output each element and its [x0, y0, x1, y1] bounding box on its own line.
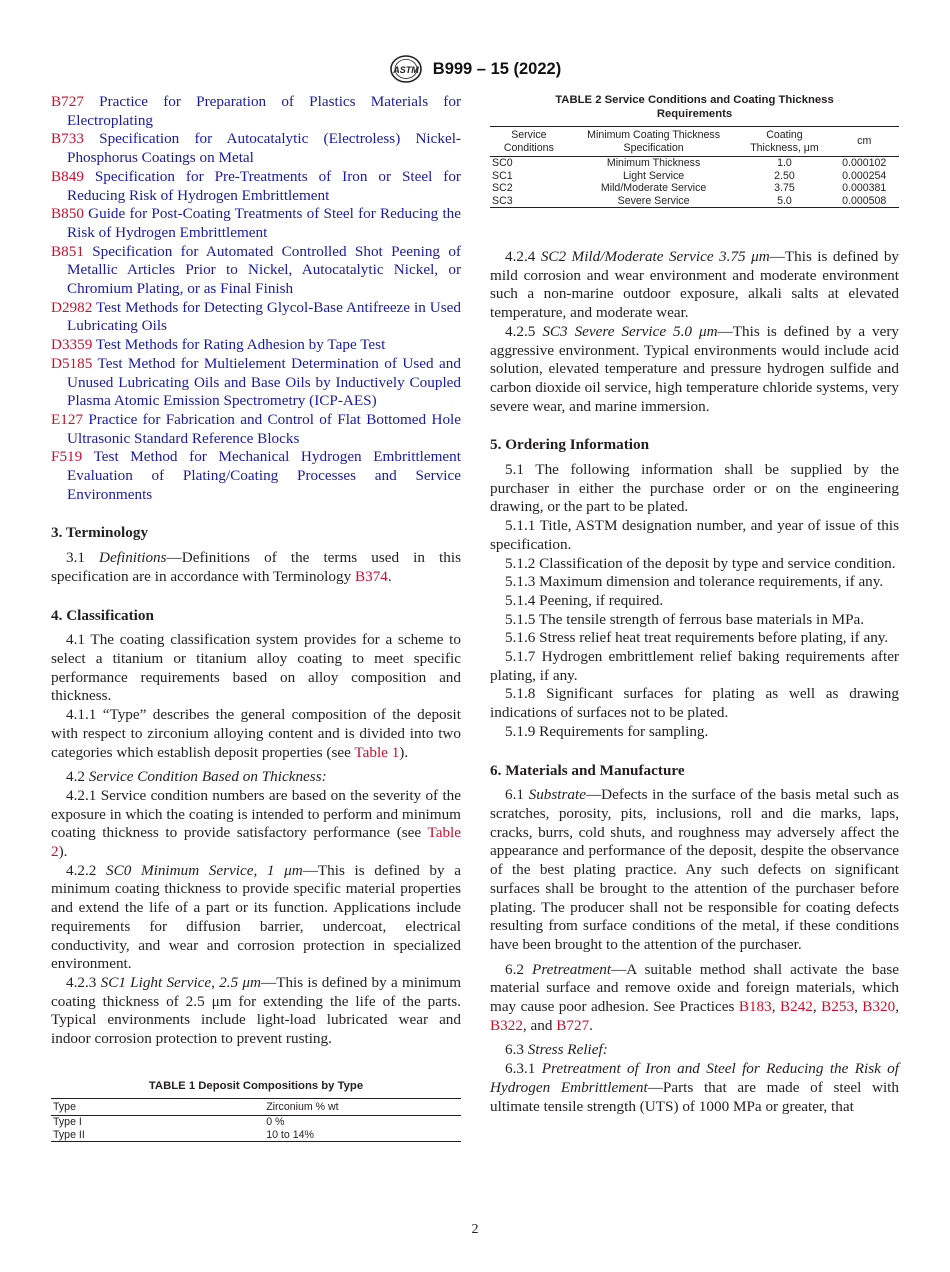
page-number: 2 — [471, 1222, 479, 1237]
reference-code[interactable]: B849 — [51, 167, 84, 185]
paragraph-4-1: 4.1 The coating classification system provides for a scheme to select a titanium or titanium alloy coating to meet specific performance requirements based on alloy composition and thickness. — [51, 631, 461, 705]
ordering-item: 5.1.5 The tensile strength of ferrous base materials in MPa. — [505, 610, 865, 628]
section-6-heading: 6. Materials and Manufacture — [490, 761, 685, 779]
reference-title[interactable]: Test Methods for Rating Adhesion by Tape Test — [95, 336, 386, 354]
reference-title[interactable]: Specification for Pre-Treatments of Iron or Steel for Reducing Risk of Hydrogen Embrittlement — [67, 167, 461, 204]
reference-item[interactable] — [51, 130, 461, 167]
ordering-item: 5.1.6 Stress relief heat treat requirements before plating, if any. — [505, 629, 889, 647]
ordering-item: 5.1.1 Title, ASTM designation number, and year of issue of this specification. — [490, 517, 899, 553]
ordering-item: 5.1.7 Hydrogen embrittlement relief baking requirements after plating, if any. — [490, 648, 899, 684]
table-row: Type II 10 to 14% — [51, 1129, 461, 1142]
reference-item[interactable] — [51, 168, 461, 205]
link-table-1[interactable]: Table 1 — [354, 743, 400, 761]
paragraph-3-1: 3.1 Definitions—Definitions of the terms used in this specification are in accordance with Terminology B374. — [51, 549, 461, 585]
ordering-item: 5.1.2 Classification of the deposit by type and service condition. — [505, 554, 896, 572]
ordering-item: 5.1.4 Peening, if required. — [505, 591, 664, 609]
table-row: SC3 Severe Service 5.0 0.000508 — [490, 195, 899, 208]
reference-item[interactable] — [51, 411, 461, 448]
table-2-header: Service Conditions — [503, 129, 554, 154]
table-1-header: Zirconium % wt — [266, 1100, 339, 1113]
reference-title[interactable]: Guide for Post-Coating Treatments of Steel for Reducing the Risk of Hydrogen Embrittlement — [67, 205, 462, 241]
link-b242[interactable]: B242 — [779, 998, 813, 1016]
ordering-information-list — [490, 461, 899, 742]
reference-code[interactable]: B850 — [51, 205, 84, 223]
reference-title[interactable]: Practice for Fabrication and Control of Flat Bottomed Hole Ultrasonic Standard Reference Blocks — [67, 410, 462, 447]
right-column — [490, 93, 899, 1116]
paragraph-4-2-2: 4.2.2 SC0 Minimum Service, 1 μm—This is defined by a minimum coating thickness to provide specific material properties and extend the life of a part or its function. Applications include requirements for diffusion barrier, undercoat, electrical conductivity, and wear and corrosion protection in specialized environment. — [51, 861, 461, 973]
svg-text:ASTM: ASTM — [393, 65, 419, 75]
link-b253[interactable]: B253 — [821, 998, 855, 1016]
section-4-heading: 4. Classification — [51, 606, 154, 624]
referenced-documents-list — [51, 93, 461, 504]
link-b322[interactable]: B322 — [490, 1016, 523, 1034]
paragraph-6-1: 6.1 Substrate—Defects in the surface of the basis metal such as scratches, porosity, pits, inclusions, roll and die marks, laps, cracks, burrs, cold shuts, and roughness may adversely affect the appearance and performance of the deposit, despite the observance of the best plating practice. Any such defects on significant surfaces shall be brought to the attention of the purchaser before plating. The producer shall not be responsible for coating defects resulting from surface conditions of the metal, if these conditions have been brought to the attention of the purchaser. — [490, 786, 899, 953]
reference-item[interactable] — [51, 243, 461, 299]
reference-item[interactable] — [51, 448, 461, 504]
paragraph-4-2-1: 4.2.1 Service condition numbers are based on the severity of the exposure in which the coating is intended to perform and minimum coating thickness to provide satisfactory performance (see Table 2). — [51, 786, 461, 861]
paragraph-6-3: 6.3 Stress Relief: — [505, 1041, 608, 1059]
reference-item[interactable] — [51, 93, 461, 130]
table-2 — [490, 126, 899, 208]
reference-code[interactable]: B733 — [51, 130, 84, 148]
section-5-heading: 5. Ordering Information — [490, 436, 650, 454]
link-b727[interactable]: B727 — [556, 1016, 590, 1034]
link-table-2[interactable]: Table 2 — [51, 824, 461, 861]
reference-title[interactable]: Test Methods for Detecting Glycol-Base Antifreeze in Used Lubricating Oils — [67, 298, 461, 335]
ordering-item: 5.1.3 Maximum dimension and tolerance requirements, if any. — [505, 573, 884, 591]
table-2-title: TABLE 2 Service Conditions and Coating Thickness Requirements — [555, 94, 834, 120]
table-1-title: TABLE 1 Deposit Compositions by Type — [148, 1079, 364, 1092]
table-row: SC1 Light Service 2.50 0.000254 — [492, 169, 887, 182]
paragraph-4-2-5: 4.2.5 SC3 Severe Service 5.0 μm—This is defined by a very aggressive environment. Typical environments would include acid solution, elevated temperature and pressure hydrogen sulfide and carbon dioxide oil service, high temperature chloride systems, very severe wear, and marine immersion. — [490, 322, 899, 415]
page-header — [0, 54, 950, 84]
table-row: SC2 Mild/Moderate Service 3.75 0.000381 — [492, 182, 887, 194]
reference-title[interactable]: Test Method for Multielement Determination of Used and Unused Lubricating Oils and Base Oils by Inductively Coupled Plasma Atomic Emission Spectrometry (ICP-AES) — [67, 354, 461, 410]
reference-code[interactable]: E127 — [51, 410, 84, 428]
reference-code[interactable]: B851 — [51, 242, 84, 260]
reference-item[interactable] — [51, 205, 461, 242]
left-column — [51, 93, 461, 1142]
table-1 — [51, 1098, 461, 1143]
table-2-header: cm — [857, 135, 872, 148]
reference-code[interactable]: B727 — [51, 93, 84, 110]
table-1-header: Type — [53, 1100, 76, 1113]
paragraph-4-1-1: 4.1.1 “Type” describes the general composition of the deposit with respect to zirconium alloying content and is divided into two categories which establish deposit properties (see Table 1). — [51, 706, 461, 761]
paragraph-6-3-1: 6.3.1 Pretreatment of Iron and Steel for Reducing the Risk of Hydrogen Embrittlement—Parts that are made of steel with ultimate tensile strength (UTS) of 1000 MPa or greater, that — [490, 1060, 900, 1115]
reference-item[interactable] — [51, 299, 461, 336]
ordering-item: 5.1.9 Requirements for sampling. — [505, 722, 709, 740]
table-row: SC0 Minimum Thickness 1.0 0.000102 — [492, 157, 887, 169]
reference-code[interactable]: F519 — [51, 448, 83, 466]
link-b374[interactable]: B374 — [354, 567, 388, 585]
reference-title[interactable]: Practice for Preparation of Plastics Materials for Electroplating — [67, 93, 462, 129]
reference-code[interactable]: D2982 — [51, 298, 93, 316]
paragraph-4-2-3: 4.2.3 SC1 Light Service, 2.5 μm—This is defined by a minimum coating thickness of 2.5 μm for extending the life of the parts. Typical environments include light-load lubricated wear and indoor corrosion protection to prevent rusting. — [51, 973, 462, 1048]
reference-title[interactable]: Specification for Autocatalytic (Electroless) Nickel-Phosphorus Coatings on Metal — [67, 130, 461, 167]
reference-title[interactable]: Test Method for Mechanical Hydrogen Embrittlement Evaluation of Plating/Coating Processes and Service Environments — [67, 448, 461, 503]
table-row: Type I 0 % — [53, 1116, 285, 1129]
reference-title[interactable]: Specification for Automated Controlled Shot Peening of Metallic Articles Prior to Nickel, Autocatalytic Nickel, or Chromium Plating, or as Final Finish — [67, 242, 461, 298]
link-b183[interactable]: B183 — [738, 998, 772, 1016]
reference-code[interactable]: D5185 — [51, 354, 93, 372]
ordering-item: 5.1.8 Significant surfaces for plating as well as drawing indications of surfaces not to be plated. — [490, 685, 899, 722]
reference-item[interactable] — [51, 336, 461, 355]
paragraph-4-2-4: 4.2.4 SC2 Mild/Moderate Service 3.75 μm—This is defined by mild corrosion and wear environment and moderate environment such a non-marine outdoor exposure, alkali salts at elevated temperature, and moderate wear. — [490, 248, 900, 322]
link-b320[interactable]: B320 — [862, 998, 896, 1016]
section-3-heading: 3. Terminology — [51, 524, 149, 542]
table-2-header: Coating Thickness, μm — [750, 129, 819, 154]
paragraph-6-2: 6.2 Pretreatment—A suitable method shall activate the base material surface and remove oxide and foreign materials, which may cause poor adhesion. See Practices B183, B242, B253, B320, B322, and B727. — [490, 960, 900, 1034]
document-designation: B999 – 15 (2022) — [432, 59, 562, 78]
reference-item[interactable] — [51, 355, 461, 411]
astm-logo-icon — [389, 54, 423, 84]
paragraph-4-2: 4.2 Service Condition Based on Thickness: — [66, 768, 327, 786]
reference-code[interactable]: D3359 — [51, 336, 93, 354]
table-2-header: Minimum Coating Thickness Specification — [587, 129, 721, 154]
ordering-item: 5.1 The following information shall be supplied by the purchaser in either the purchase order or on the engineering drawing, or the part to be plated. — [490, 461, 899, 516]
